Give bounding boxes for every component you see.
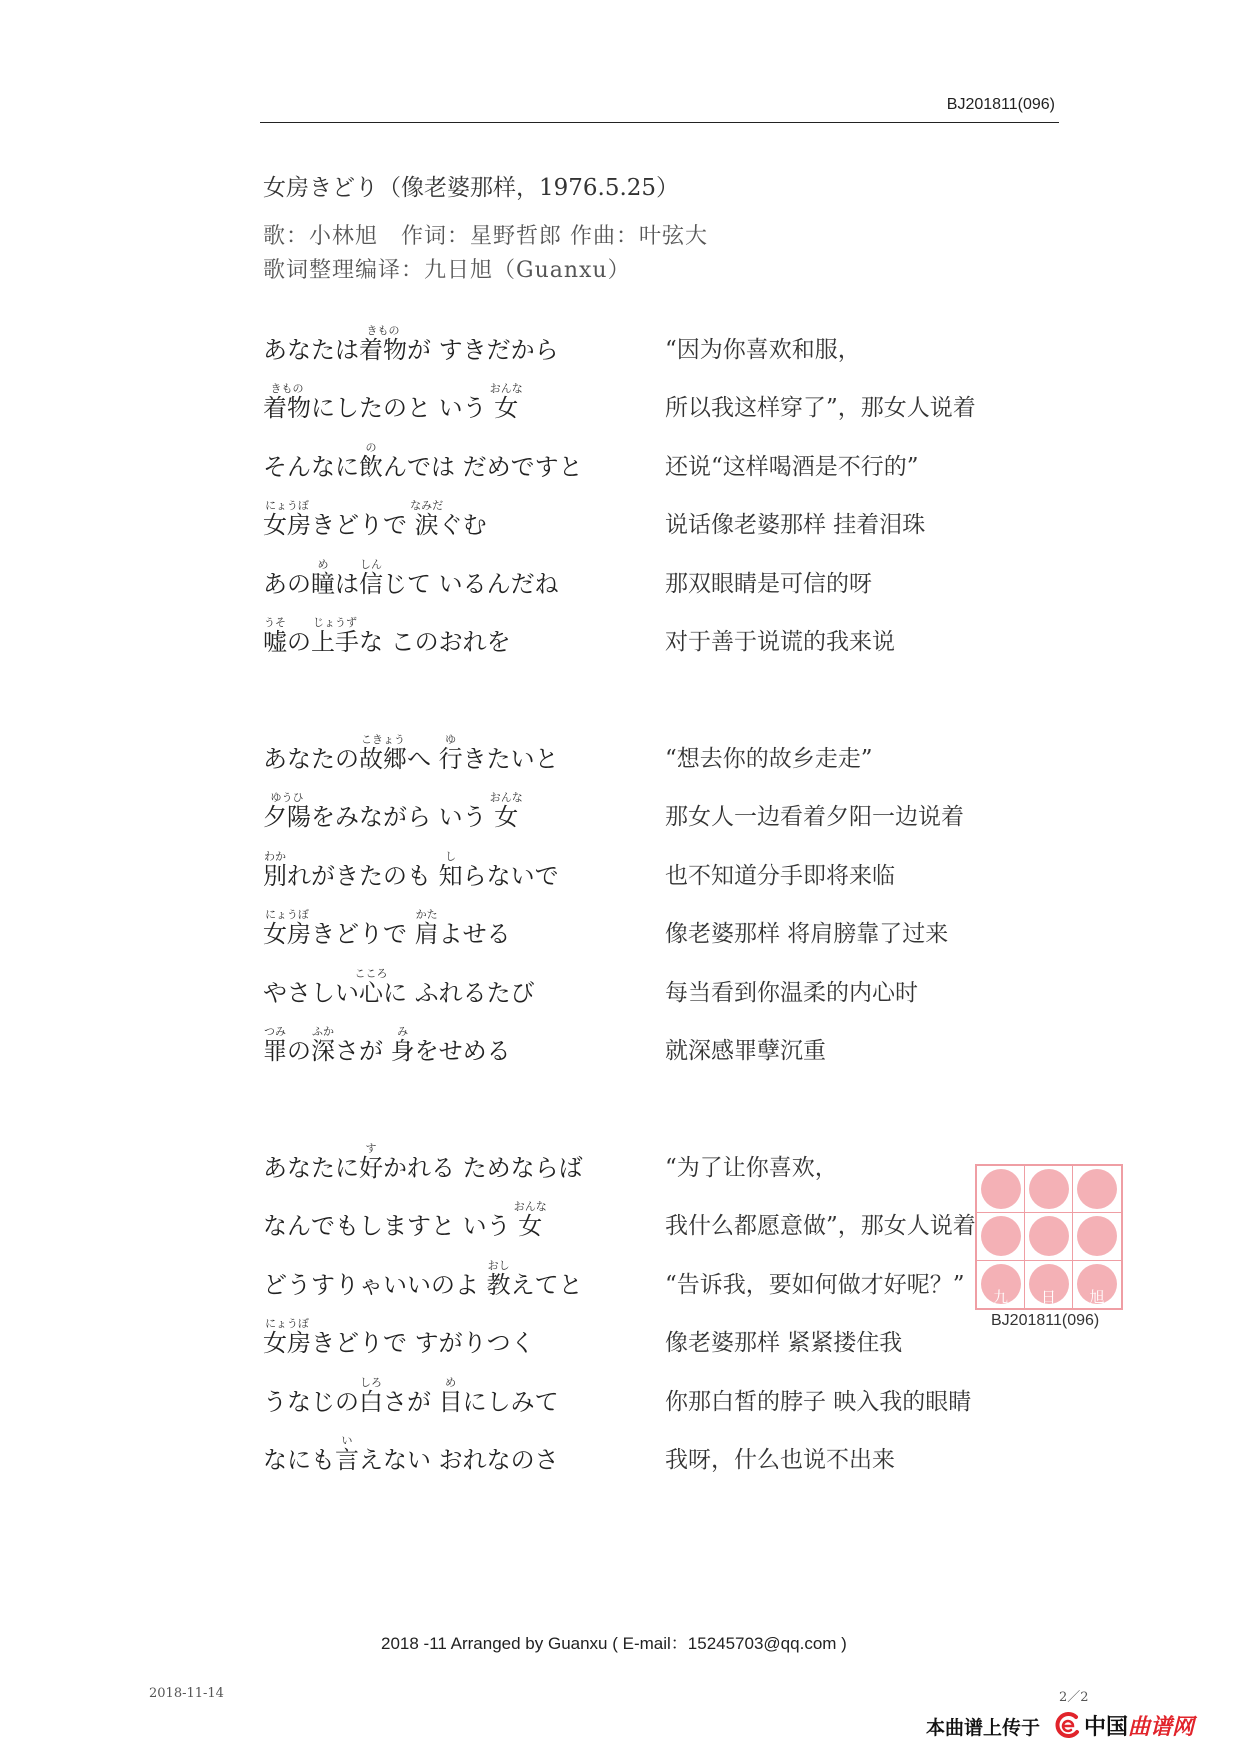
lyric-text: をみながら いう	[311, 803, 495, 832]
chinese-translation-line: 每当看到你温柔的内心时	[665, 979, 918, 1006]
japanese-lyric-line	[263, 382, 523, 423]
lyric-text: そんなに	[263, 452, 359, 481]
furigana-reading: きもの	[366, 324, 400, 337]
furigana-reading: じょうず	[313, 616, 357, 629]
lyric-text: うなじの	[263, 1387, 359, 1416]
kanji-base: 瞳	[311, 569, 335, 598]
furigana-word	[263, 499, 311, 540]
lyric-text: あなたに	[263, 1154, 359, 1182]
lyric-text: は	[335, 569, 359, 598]
lyric-text: よせる	[438, 920, 511, 949]
lyric-text: にしみて	[462, 1387, 559, 1416]
logo-name-red: 曲谱网	[1128, 1714, 1195, 1740]
furigana-word	[335, 1434, 359, 1474]
lyric-text: をせめる	[414, 1037, 511, 1065]
furigana-word	[359, 557, 383, 598]
lyric-text: きたいと	[462, 745, 559, 773]
furigana-word	[489, 382, 523, 423]
seal-cell	[977, 1261, 1025, 1308]
seal-dot-icon	[1029, 1216, 1069, 1256]
seal-cell	[1073, 1166, 1121, 1213]
lyric-text: じて いるんだね	[383, 569, 559, 598]
logo-name-black: 中国	[1084, 1714, 1129, 1740]
furigana-reading: おし	[487, 1258, 510, 1272]
furigana-word	[438, 849, 463, 890]
lyric-text: あの	[263, 569, 311, 598]
seal-cell	[1073, 1261, 1121, 1308]
furigana-reading: しろ	[360, 1375, 382, 1389]
chinese-translation-line: 也不知道分手即将来临	[665, 862, 895, 889]
kanji-base: 涙	[414, 511, 439, 540]
lyric-text: さが	[383, 1387, 439, 1416]
chinese-translation-line: 我什么都愿意做”，那女人说着	[665, 1213, 976, 1240]
kanji-base: 知	[438, 861, 463, 890]
lyric-text: が すきだから	[407, 336, 559, 364]
lyric-text: な このおれを	[359, 628, 511, 656]
kanji-base: 罪	[263, 1037, 287, 1065]
furigana-word	[311, 557, 335, 598]
furigana-reading: い	[341, 1434, 353, 1447]
furigana-word	[513, 1200, 547, 1241]
japanese-lyric-line	[263, 1434, 559, 1474]
chinese-translation-line: “因为你喜欢和服，	[665, 337, 861, 363]
furigana-reading: こころ	[354, 966, 388, 980]
furigana-word	[359, 324, 407, 364]
furigana-word	[311, 1025, 335, 1065]
lyric-text: らないで	[462, 861, 559, 890]
furigana-reading: かた	[415, 908, 438, 922]
japanese-lyric-line	[263, 908, 511, 949]
kanji-base: 女房	[263, 920, 311, 949]
lyric-text: ぐむ	[438, 511, 487, 540]
furigana-word	[354, 966, 388, 1007]
furigana-reading: し	[445, 849, 457, 863]
kanji-base: 深	[311, 1037, 335, 1065]
lyric-text: なんでもしますと いう	[263, 1212, 519, 1241]
lyric-text: あなたは	[263, 336, 359, 364]
kanji-base: 着物	[359, 336, 407, 364]
lyric-text: れがきたのも	[287, 861, 439, 890]
header-divider	[260, 122, 1059, 123]
kanji-base: 心	[359, 978, 383, 1007]
lyric-text: に ふれるたび	[383, 978, 535, 1007]
lyric-text: きどりで	[311, 920, 415, 949]
credits-arranger: 歌词整理编译：九日旭（Guanxu）	[263, 258, 631, 283]
furigana-reading: にょうぼ	[265, 499, 309, 513]
furigana-word	[390, 1025, 415, 1065]
furigana-reading: の	[365, 440, 377, 454]
furigana-word	[263, 382, 311, 423]
furigana-word	[359, 1375, 383, 1416]
seal-character: 旭	[1089, 1287, 1105, 1306]
kanji-base: 女	[494, 803, 519, 832]
japanese-lyric-line	[263, 733, 559, 773]
kanji-base: 行	[438, 745, 463, 773]
furigana-reading: め	[317, 557, 329, 571]
site-logo	[1054, 1710, 1194, 1740]
seal-cell	[1025, 1166, 1073, 1213]
footer-arranged-by: 2018 -11 Arranged by Guanxu ( E-mail：15245703@qq.com )	[381, 1634, 847, 1653]
song-title: 女房きどり（像老婆那样，1976.5.25）	[263, 175, 680, 201]
furigana-reading: うそ	[264, 616, 286, 629]
kanji-base: 白	[359, 1387, 383, 1416]
lyric-text: なにも	[263, 1446, 335, 1474]
lyric-text: やさしい	[263, 978, 359, 1007]
chinese-translation-line: 所以我这样穿了”，那女人说着	[665, 395, 976, 422]
furigana-word	[359, 1142, 383, 1182]
japanese-lyric-line	[263, 791, 523, 832]
lyric-text: えてと	[510, 1270, 583, 1299]
chinese-translation-line: 说话像老婆那样 挂着泪珠	[665, 512, 926, 539]
kanji-base: 目	[438, 1387, 463, 1416]
furigana-word	[263, 1317, 311, 1358]
lyric-text: んでは だめですと	[383, 452, 583, 481]
furigana-word	[263, 908, 311, 949]
kanji-base: 肩	[414, 920, 439, 949]
japanese-lyric-line	[263, 616, 511, 656]
furigana-reading: にょうぼ	[265, 908, 309, 922]
lyric-text: えない おれなのさ	[359, 1446, 559, 1474]
furigana-reading: しん	[360, 557, 382, 571]
kanji-base: 女	[494, 394, 519, 423]
chinese-translation-line: “想去你的故乡走走”	[665, 746, 873, 772]
furigana-word	[410, 499, 444, 540]
furigana-word	[263, 616, 287, 656]
furigana-reading: ふか	[312, 1025, 334, 1038]
page-number: 2／2	[1059, 1690, 1089, 1705]
kanji-base: 故郷	[359, 745, 407, 773]
lyric-text: きどりで	[311, 511, 415, 540]
document-code: BJ201811(096)	[946, 96, 1055, 113]
japanese-lyric-line	[263, 1375, 559, 1416]
kanji-base: 女房	[263, 1329, 311, 1358]
seal-cell	[1025, 1261, 1073, 1308]
lyric-text: あなたの	[263, 745, 359, 773]
kanji-base: 上手	[311, 628, 359, 656]
furigana-reading: きもの	[270, 382, 304, 396]
logo-mark-icon	[1054, 1711, 1082, 1739]
furigana-reading: ゆ	[445, 733, 457, 746]
chinese-translation-line: 对于善于说谎的我来说	[665, 629, 895, 655]
seal-cell	[1025, 1213, 1073, 1260]
chinese-translation-line: “为了让你喜欢，	[665, 1155, 838, 1181]
chinese-translation-line: 像老婆那样 紧紧搂住我	[665, 1330, 903, 1357]
furigana-reading: なみだ	[410, 499, 444, 513]
credits-singer-composer: 歌：小林旭 作词：星野哲郎 作曲：叶弦大	[263, 224, 708, 249]
seal-dot-icon	[1077, 1216, 1117, 1256]
chinese-translation-line: 就深感罪孽沉重	[665, 1038, 826, 1064]
lyric-text: の	[287, 1037, 311, 1065]
chinese-translation-line: 还说“这样喝酒是不行的”	[665, 453, 919, 480]
kanji-base: 女	[518, 1212, 543, 1241]
kanji-base: 信	[359, 569, 383, 598]
furigana-reading: ゆうひ	[270, 791, 304, 805]
furigana-word	[489, 791, 523, 832]
kanji-base: 別	[263, 861, 287, 890]
japanese-lyric-line	[263, 1142, 583, 1182]
furigana-reading: おんな	[489, 382, 523, 396]
japanese-lyric-line	[263, 1317, 535, 1358]
chinese-translation-line: “告诉我，要如何做才好呢？”	[665, 1271, 965, 1298]
seal-dot-icon	[981, 1216, 1021, 1256]
lyric-text: きどりで すがりつく	[311, 1329, 535, 1358]
kanji-base: 身	[390, 1037, 415, 1065]
furigana-word	[359, 733, 407, 773]
furigana-word	[486, 1258, 511, 1299]
seal-code: BJ201811(096)	[991, 1312, 1100, 1329]
lyric-text: の	[287, 628, 311, 656]
furigana-word	[263, 791, 311, 832]
furigana-reading: つみ	[264, 1025, 286, 1038]
seal-dot-icon	[1077, 1169, 1117, 1209]
seal-cell	[977, 1213, 1025, 1260]
japanese-lyric-line	[263, 1025, 511, 1065]
furigana-word	[263, 1025, 287, 1065]
japanese-lyric-line	[263, 557, 559, 598]
lyric-text: にしたのと いう	[311, 394, 495, 423]
japanese-lyric-line	[263, 324, 559, 364]
lyric-text: どうすりゃいいのよ	[263, 1270, 487, 1299]
chinese-translation-line: 那双眼睛是可信的呀	[665, 570, 872, 597]
seal-dot-icon	[1029, 1169, 1069, 1209]
kanji-base: 着物	[263, 394, 311, 423]
furigana-reading: み	[397, 1025, 409, 1038]
furigana-reading: す	[365, 1142, 377, 1155]
seal-cell	[1073, 1213, 1121, 1260]
kanji-base: 女房	[263, 511, 311, 540]
furigana-word	[311, 616, 359, 656]
seal-character: 日	[1040, 1287, 1056, 1306]
furigana-word	[263, 849, 287, 890]
seal-character: 九	[992, 1287, 1008, 1306]
furigana-reading: おんな	[489, 791, 523, 805]
chinese-translation-line: 你那白皙的脖子 映入我的眼睛	[665, 1388, 972, 1415]
furigana-word	[359, 440, 383, 481]
japanese-lyric-line	[263, 966, 535, 1007]
seal-cell	[977, 1166, 1025, 1213]
kanji-base: 飲	[359, 452, 383, 481]
japanese-lyric-line	[263, 499, 487, 540]
kanji-base: 教	[486, 1270, 511, 1299]
kanji-base: 言	[335, 1446, 359, 1474]
lyric-text: へ	[407, 745, 439, 773]
japanese-lyric-line	[263, 1258, 583, 1299]
furigana-reading: にょうぼ	[265, 1317, 309, 1331]
chinese-translation-line: 我呀，什么也说不出来	[665, 1447, 895, 1473]
japanese-lyric-line	[263, 1200, 547, 1241]
furigana-word	[438, 733, 463, 773]
chinese-translation-line: 像老婆那样 将肩膀靠了过来	[665, 921, 949, 948]
lyric-text: かれる ためならば	[383, 1154, 583, 1182]
furigana-word	[414, 908, 439, 949]
furigana-reading: わか	[264, 849, 286, 863]
upload-label: 本曲谱上传于	[926, 1717, 1041, 1739]
chinese-translation-line: 那女人一边看着夕阳一边说着	[665, 804, 964, 831]
lyric-text: さが	[335, 1037, 391, 1065]
seal-stamp	[975, 1164, 1123, 1310]
seal-dot-icon	[981, 1169, 1021, 1209]
kanji-base: 好	[359, 1154, 383, 1182]
furigana-reading: こきょう	[361, 733, 405, 746]
furigana-reading: め	[445, 1375, 457, 1389]
kanji-base: 嘘	[263, 628, 287, 656]
japanese-lyric-line	[263, 849, 559, 890]
furigana-word	[438, 1375, 463, 1416]
furigana-reading: おんな	[513, 1200, 547, 1214]
japanese-lyric-line	[263, 440, 583, 481]
print-date: 2018-11-14	[149, 1686, 224, 1701]
kanji-base: 夕陽	[263, 803, 311, 832]
